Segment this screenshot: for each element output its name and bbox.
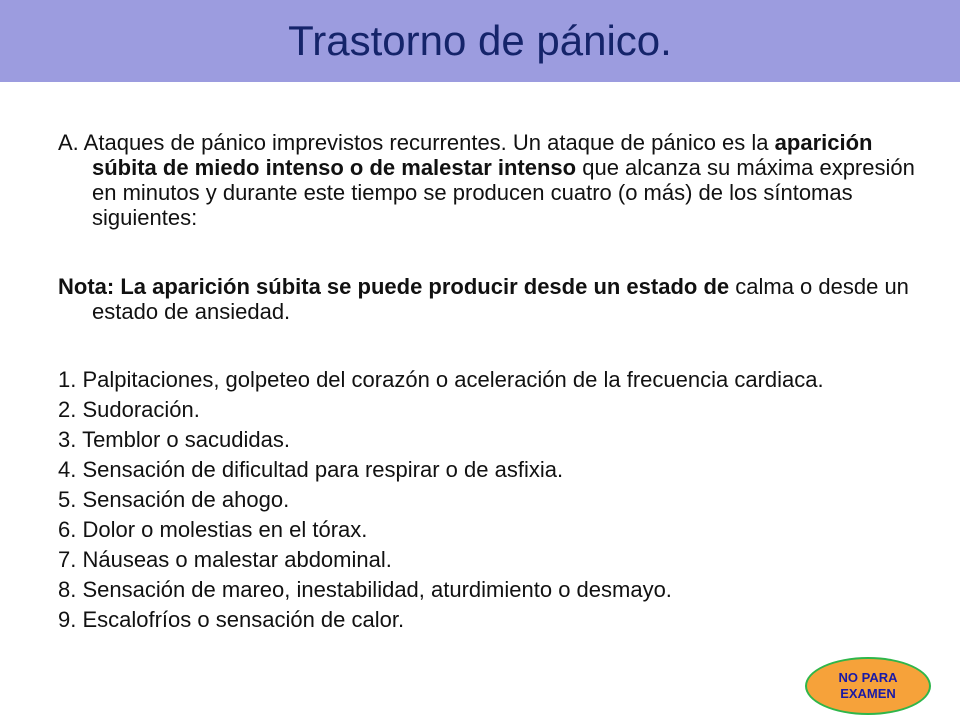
symptom-item: 1. Palpitaciones, golpeteo del corazón o aceleración de la frecuencia cardiaca. xyxy=(58,367,824,392)
paragraph-a-suffix: que alcanza su máxima expresión en minutos y durante este tiempo se producen cuatro (o más) de los síntomas siguientes: xyxy=(92,155,915,230)
badge-line-1: NO PARA xyxy=(838,670,898,685)
slide-content xyxy=(58,130,928,637)
paragraph-a-prefix: A. Ataques de pánico imprevistos recurrentes. Un ataque de pánico es la xyxy=(58,130,775,155)
symptom-list xyxy=(58,367,928,632)
symptom-item: 9. Escalofríos o sensación de calor. xyxy=(58,607,405,632)
paragraph-a xyxy=(58,130,928,230)
note-rest: calma o desde un estado de ansiedad. xyxy=(92,274,909,324)
no-para-examen-badge xyxy=(805,657,931,715)
symptom-item: 4. Sensación de dificultad para respirar o de asfixia. xyxy=(58,457,564,482)
symptom-item: 7. Náuseas o malestar abdominal. xyxy=(58,547,392,572)
note-paragraph xyxy=(58,274,928,324)
slide-title: Trastorno de pánico. xyxy=(288,17,672,64)
symptom-item: 3. Temblor o sacudidas. xyxy=(58,427,290,452)
title-bar xyxy=(0,0,960,82)
symptom-item: 2. Sudoración. xyxy=(58,397,200,422)
note-bold: Nota: La aparición súbita se puede producir desde un estado de xyxy=(58,274,730,299)
paragraph-a-bold: aparición súbita de miedo intenso o de malestar intenso xyxy=(92,130,873,180)
symptom-item: 5. Sensación de ahogo. xyxy=(58,487,290,512)
symptom-item: 6. Dolor o molestias en el tórax. xyxy=(58,517,368,542)
badge-line-2: EXAMEN xyxy=(840,686,896,701)
symptom-item: 8. Sensación de mareo, inestabilidad, aturdimiento o desmayo. xyxy=(58,577,672,602)
